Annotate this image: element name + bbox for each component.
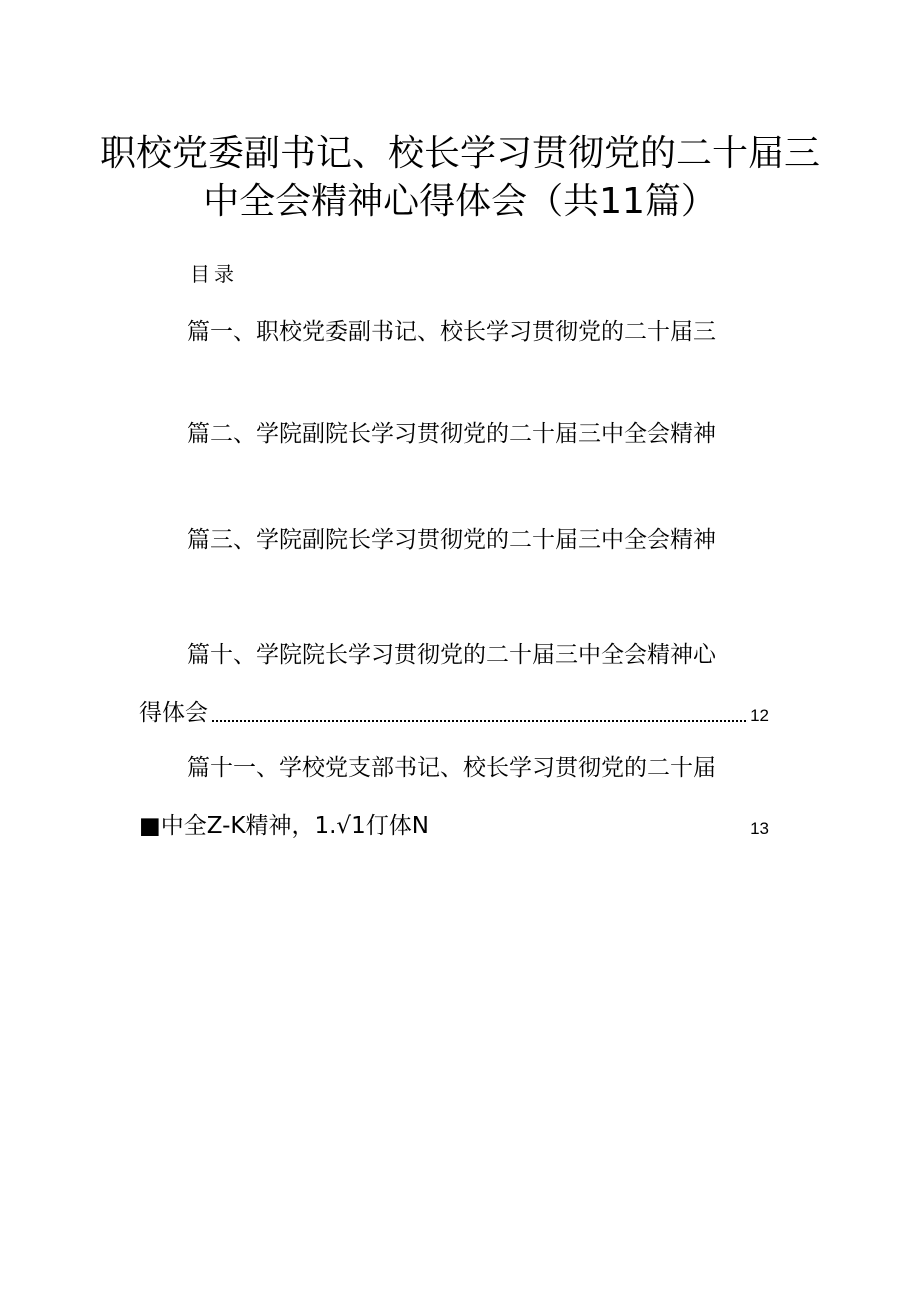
toc-entry-3[interactable]: 篇三、学院副院长学习贯彻党的二十届三中全会精神 xyxy=(187,527,716,553)
toc-entry-5-continuation[interactable] xyxy=(139,811,769,841)
toc-entry-4-continuation-text: 得体会 xyxy=(139,700,208,726)
document-title-line-2: 中全会精神心得体会（共11篇） xyxy=(203,181,717,222)
toc-page-number: 12 xyxy=(750,706,769,725)
toc-entry-4[interactable]: 篇十、学院院长学习贯彻党的二十届三中全会精神心 xyxy=(187,642,716,668)
toc-page-number: 13 xyxy=(750,819,769,838)
toc-entry-4-continuation[interactable] xyxy=(139,698,769,728)
toc-entry-1[interactable]: 篇一、职校党委副书记、校长学习贯彻党的二十届三 xyxy=(187,319,716,345)
document-title-line-1: 职校党委副书记、校长学习贯彻党的二十届三 xyxy=(99,133,820,174)
toc-entry-2[interactable]: 篇二、学院副院长学习贯彻党的二十届三中全会精神 xyxy=(187,421,716,447)
toc-heading: 目录 xyxy=(190,262,238,286)
toc-dot-leader xyxy=(212,719,746,722)
toc-entry-5[interactable]: 篇十一、学校党支部书记、校长学习贯彻党的二十届 xyxy=(187,755,716,781)
toc-entry-5-continuation-text: ■中全Z-K精神，1.√1仃体N xyxy=(139,813,429,839)
